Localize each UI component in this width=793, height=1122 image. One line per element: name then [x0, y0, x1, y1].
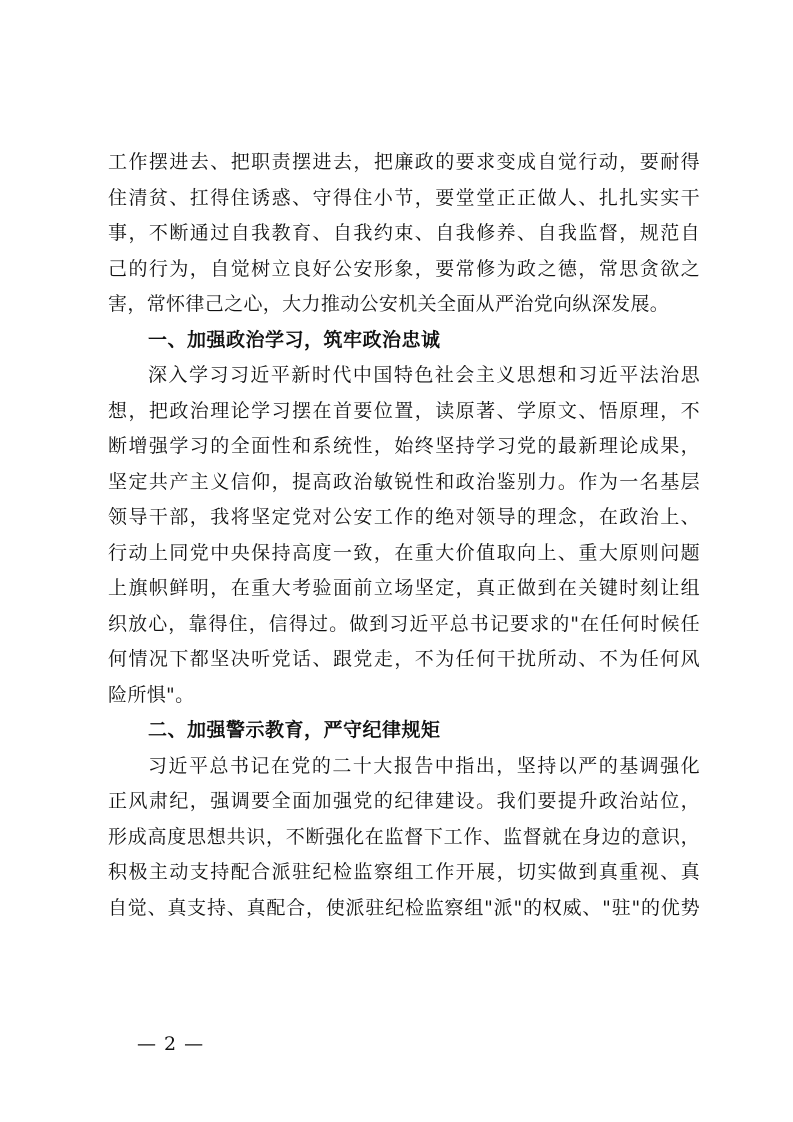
text-line: 何情况下都坚决听党话、跟党走，不为任何干扰所动、不为任何风 — [108, 648, 700, 670]
text-line: 己的行为，自觉树立良好公安形象，要常修为政之德，常思贪欲之 — [108, 257, 700, 280]
text-line: 深入学习习近平新时代中国特色社会主义思想和习近平法治思 — [148, 364, 700, 386]
paragraph — [108, 358, 700, 713]
page-number: — 2 — — [137, 1033, 205, 1055]
text-line: 正风肃纪，强调要全面加强党的纪律建设。我们要提升政治站位， — [108, 790, 700, 812]
text-line: 织放心，靠得住，信得过。做到习近平总书记要求的"在任何时候任 — [108, 612, 700, 635]
text-line: 上旗帜鲜明，在重大考验面前立场坚定，真正做到在关键时刻让组 — [108, 577, 700, 599]
text-line: 坚定共产主义信仰，提高政治敏锐性和政治鉴别力。作为一名基层 — [108, 470, 700, 493]
text-line: 积极主动支持配合派驻纪检监察组工作开展，切实做到真重视、真 — [108, 861, 700, 883]
section-heading: 二、加强警示教育，严守纪律规矩 — [148, 719, 441, 741]
text-line: 自觉、真支持、真配合，使派驻纪检监察组"派"的权威、"驻"的优势 — [108, 896, 700, 919]
text-line: 习近平总书记在党的二十大报告中指出，坚持以严的基调强化 — [148, 754, 700, 777]
text-line: 事，不断通过自我教育、自我约束、自我修养、自我监督，规范自 — [108, 222, 700, 244]
text-line: 想，把政治理论学习摆在首要位置，读原著、学原文、悟原理，不 — [108, 399, 700, 422]
paragraph — [108, 145, 700, 323]
document-body — [108, 145, 700, 926]
text-line: 工作摆进去、把职责摆进去，把廉政的要求变成自觉行动，要耐得 — [108, 151, 700, 173]
text-line: 领导干部，我将坚定党对公安工作的绝对领导的理念，在政治上、 — [108, 506, 700, 528]
text-line: 断增强学习的全面性和系统性，始终坚持学习党的最新理论成果， — [108, 435, 700, 457]
text-line: 行动上同党中央保持高度一致，在重大价值取向上、重大原则问题 — [108, 541, 700, 564]
text-line: 住清贫、扛得住诱惑、守得住小节，要堂堂正正做人、扎扎实实干 — [108, 186, 700, 209]
text-line: 害，常怀律己之心，大力推动公安机关全面从严治党向纵深发展。 — [108, 293, 670, 315]
paragraph — [108, 749, 700, 927]
text-line: 形成高度思想共识，不断强化在监督下工作、监督就在身边的意识， — [108, 825, 700, 848]
section-heading: 一、加强政治学习，筑牢政治忠诚 — [148, 328, 441, 351]
text-line: 险所惧"。 — [108, 683, 195, 706]
